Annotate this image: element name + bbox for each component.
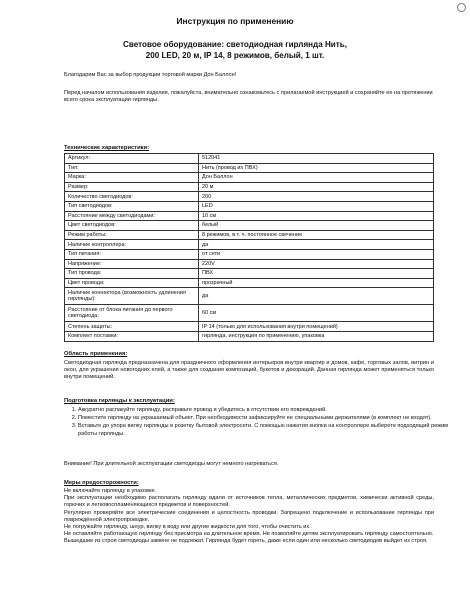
spec-row: [65, 331, 434, 341]
spec-row: [65, 201, 434, 211]
logo-circle-icon: [457, 3, 466, 12]
spec-value: от сети: [199, 249, 434, 259]
corner-logo: [457, 3, 466, 12]
spec-value: 10 см: [199, 211, 434, 221]
safety-list: [64, 488, 434, 546]
spec-key: Наличие контроллера:: [65, 240, 199, 250]
spec-value: 512041: [199, 154, 434, 164]
spec-value: 60 см: [199, 305, 434, 322]
spec-value: Дон Баллон: [199, 173, 434, 183]
spec-value: прозрачный: [199, 278, 434, 288]
spec-key: Наличие коннектора (возможность удлинения гирлянды):: [65, 288, 199, 305]
area-text: Светодиодная гирлянда предназначена для праздничного оформления интерьеров внутри квартир и домов, кафе, торговых залов, витрин и окон, для украшения новогодних елей, а также для создания композиций, букетов и декораций. Данная гирлянда может применяться только внутри помещений.: [64, 360, 434, 381]
spec-key: Степень защиты:: [65, 322, 199, 332]
safety-line: При эксплуатации необходимо располагать гирлянду вдали от источников тепла, металлических предметов, химически активной среды, горючих и легковоспламеняющихся предметов и поверхностей.: [64, 495, 434, 509]
intro-text: Перед началом использования изделия, пожалуйста, внимательно ознакомьтесь с прилагаемой инструкцией и сохраняйте ее на протяжении всего срока эксплуатации гирлянды.: [64, 90, 433, 104]
spec-key: Напряжение:: [65, 259, 199, 269]
spec-row: [65, 230, 434, 240]
spec-row: [65, 269, 434, 279]
spec-value: 8 режимов, в т. ч. постоянное свечение: [199, 230, 434, 240]
spec-key: Размер:: [65, 182, 199, 192]
specs-table: [64, 153, 434, 342]
spec-value: 20 м: [199, 182, 434, 192]
spec-row: [65, 192, 434, 202]
prep-heading: Подготовка гирлянды к эксплуатации:: [64, 398, 175, 404]
spec-row: [65, 278, 434, 288]
safety-line: Не оставляйте работающую гирлянду без присмотра на длительное время. Не позволяйте детям эксплуатировать гирлянду самостоятельно.: [64, 531, 434, 538]
spec-value: да: [199, 288, 434, 305]
spec-row: [65, 305, 434, 322]
spec-value: IP 14 (только для использования внутри помещений): [199, 322, 434, 332]
spec-row: [65, 173, 434, 183]
spec-key: Тип провода:: [65, 269, 199, 279]
prep-steps: [64, 407, 448, 439]
spec-row: [65, 163, 434, 173]
safety-line: Вышедшие из строя светодиоды замене не подлежат. Гирлянда будет гореть, даже если один или несколько светодиодов выйдет из строя.: [64, 538, 428, 545]
spec-key: Расстояние между светодиодами:: [65, 211, 199, 221]
spec-row: [65, 221, 434, 231]
spec-key: Цвет провода:: [65, 278, 199, 288]
spec-value: Нить (провод их ПВХ): [199, 163, 434, 173]
area-heading: Область применения:: [64, 351, 128, 357]
spec-key: Количество светодиодов:: [65, 192, 199, 202]
spec-row: [65, 259, 434, 269]
prep-step: 2. Поместите гирлянду на украшаемый объект. При необходимости зафиксируйте ее специальными держателями (в комплект не входят).: [78, 415, 448, 422]
product-title: [40, 40, 430, 61]
thanks-text: Благодарим Вас за выбор продукции торговой марки Дон Баллон!: [64, 72, 237, 78]
spec-value: LED: [199, 201, 434, 211]
spec-row: [65, 211, 434, 221]
spec-key: Артикул:: [65, 154, 199, 164]
safety-line: Не погружайте гирлянду, шнур, вилку в воду или другие жидкости для того, чтобы очистить их.: [64, 524, 311, 531]
spec-row: [65, 288, 434, 305]
spec-key: Марка:: [65, 173, 199, 183]
spec-key: Тип питания:: [65, 249, 199, 259]
spec-key: Тип светодиодов:: [65, 201, 199, 211]
safety-heading: Меры предосторожности:: [64, 480, 139, 486]
spec-key: Расстояние от блока питания до первого светодиода:: [65, 305, 199, 322]
specs-heading: Технические характеристики:: [64, 145, 150, 151]
product-title-line-2: 200 LED, 20 м, IP 14, 8 режимов, белый, 1 шт.: [145, 50, 325, 60]
spec-row: [65, 322, 434, 332]
page-title: Инструкция по применению: [176, 16, 294, 26]
spec-value: гирлянда, инструкция по применению, упаковка: [199, 331, 434, 341]
safety-line: Не включайте гирлянду в упаковке.: [64, 488, 157, 494]
spec-key: Тип:: [65, 163, 199, 173]
spec-row: [65, 154, 434, 164]
spec-row: [65, 249, 434, 259]
prep-step: 3. Вставьте до упора вилку гирлянды в розетку бытовой электросети. С помощью нажатия кнопки на контроллере выберете подходящий режим работы гирлянды.: [78, 423, 448, 437]
warning-text: Внимание! При длительной эксплуатации светодиоды могут немного нагреваться.: [64, 461, 279, 467]
spec-row: [65, 182, 434, 192]
spec-key: Цвет светодиодов:: [65, 221, 199, 231]
spec-key: Режим работы:: [65, 230, 199, 240]
product-title-line-1: Световое оборудование: светодиодная гирлянда Нить,: [123, 40, 347, 49]
spec-value: 200: [199, 192, 434, 202]
spec-row: [65, 240, 434, 250]
spec-value: да: [199, 240, 434, 250]
prep-step: 1. Аккуратно распакуйте гирлянду, расправьте провод и убедитесь в отсутствии его повреждений.: [78, 407, 448, 414]
spec-value: 220V: [199, 259, 434, 269]
spec-value: ПВХ: [199, 269, 434, 279]
safety-line: Регулярно проверяйте все электрические соединения и целостность проводки. Запрещено подключение и использование гирлянды при повреждённой электропроводке.: [64, 509, 434, 523]
spec-value: белый: [199, 221, 434, 231]
spec-key: Комплект поставки:: [65, 331, 199, 341]
